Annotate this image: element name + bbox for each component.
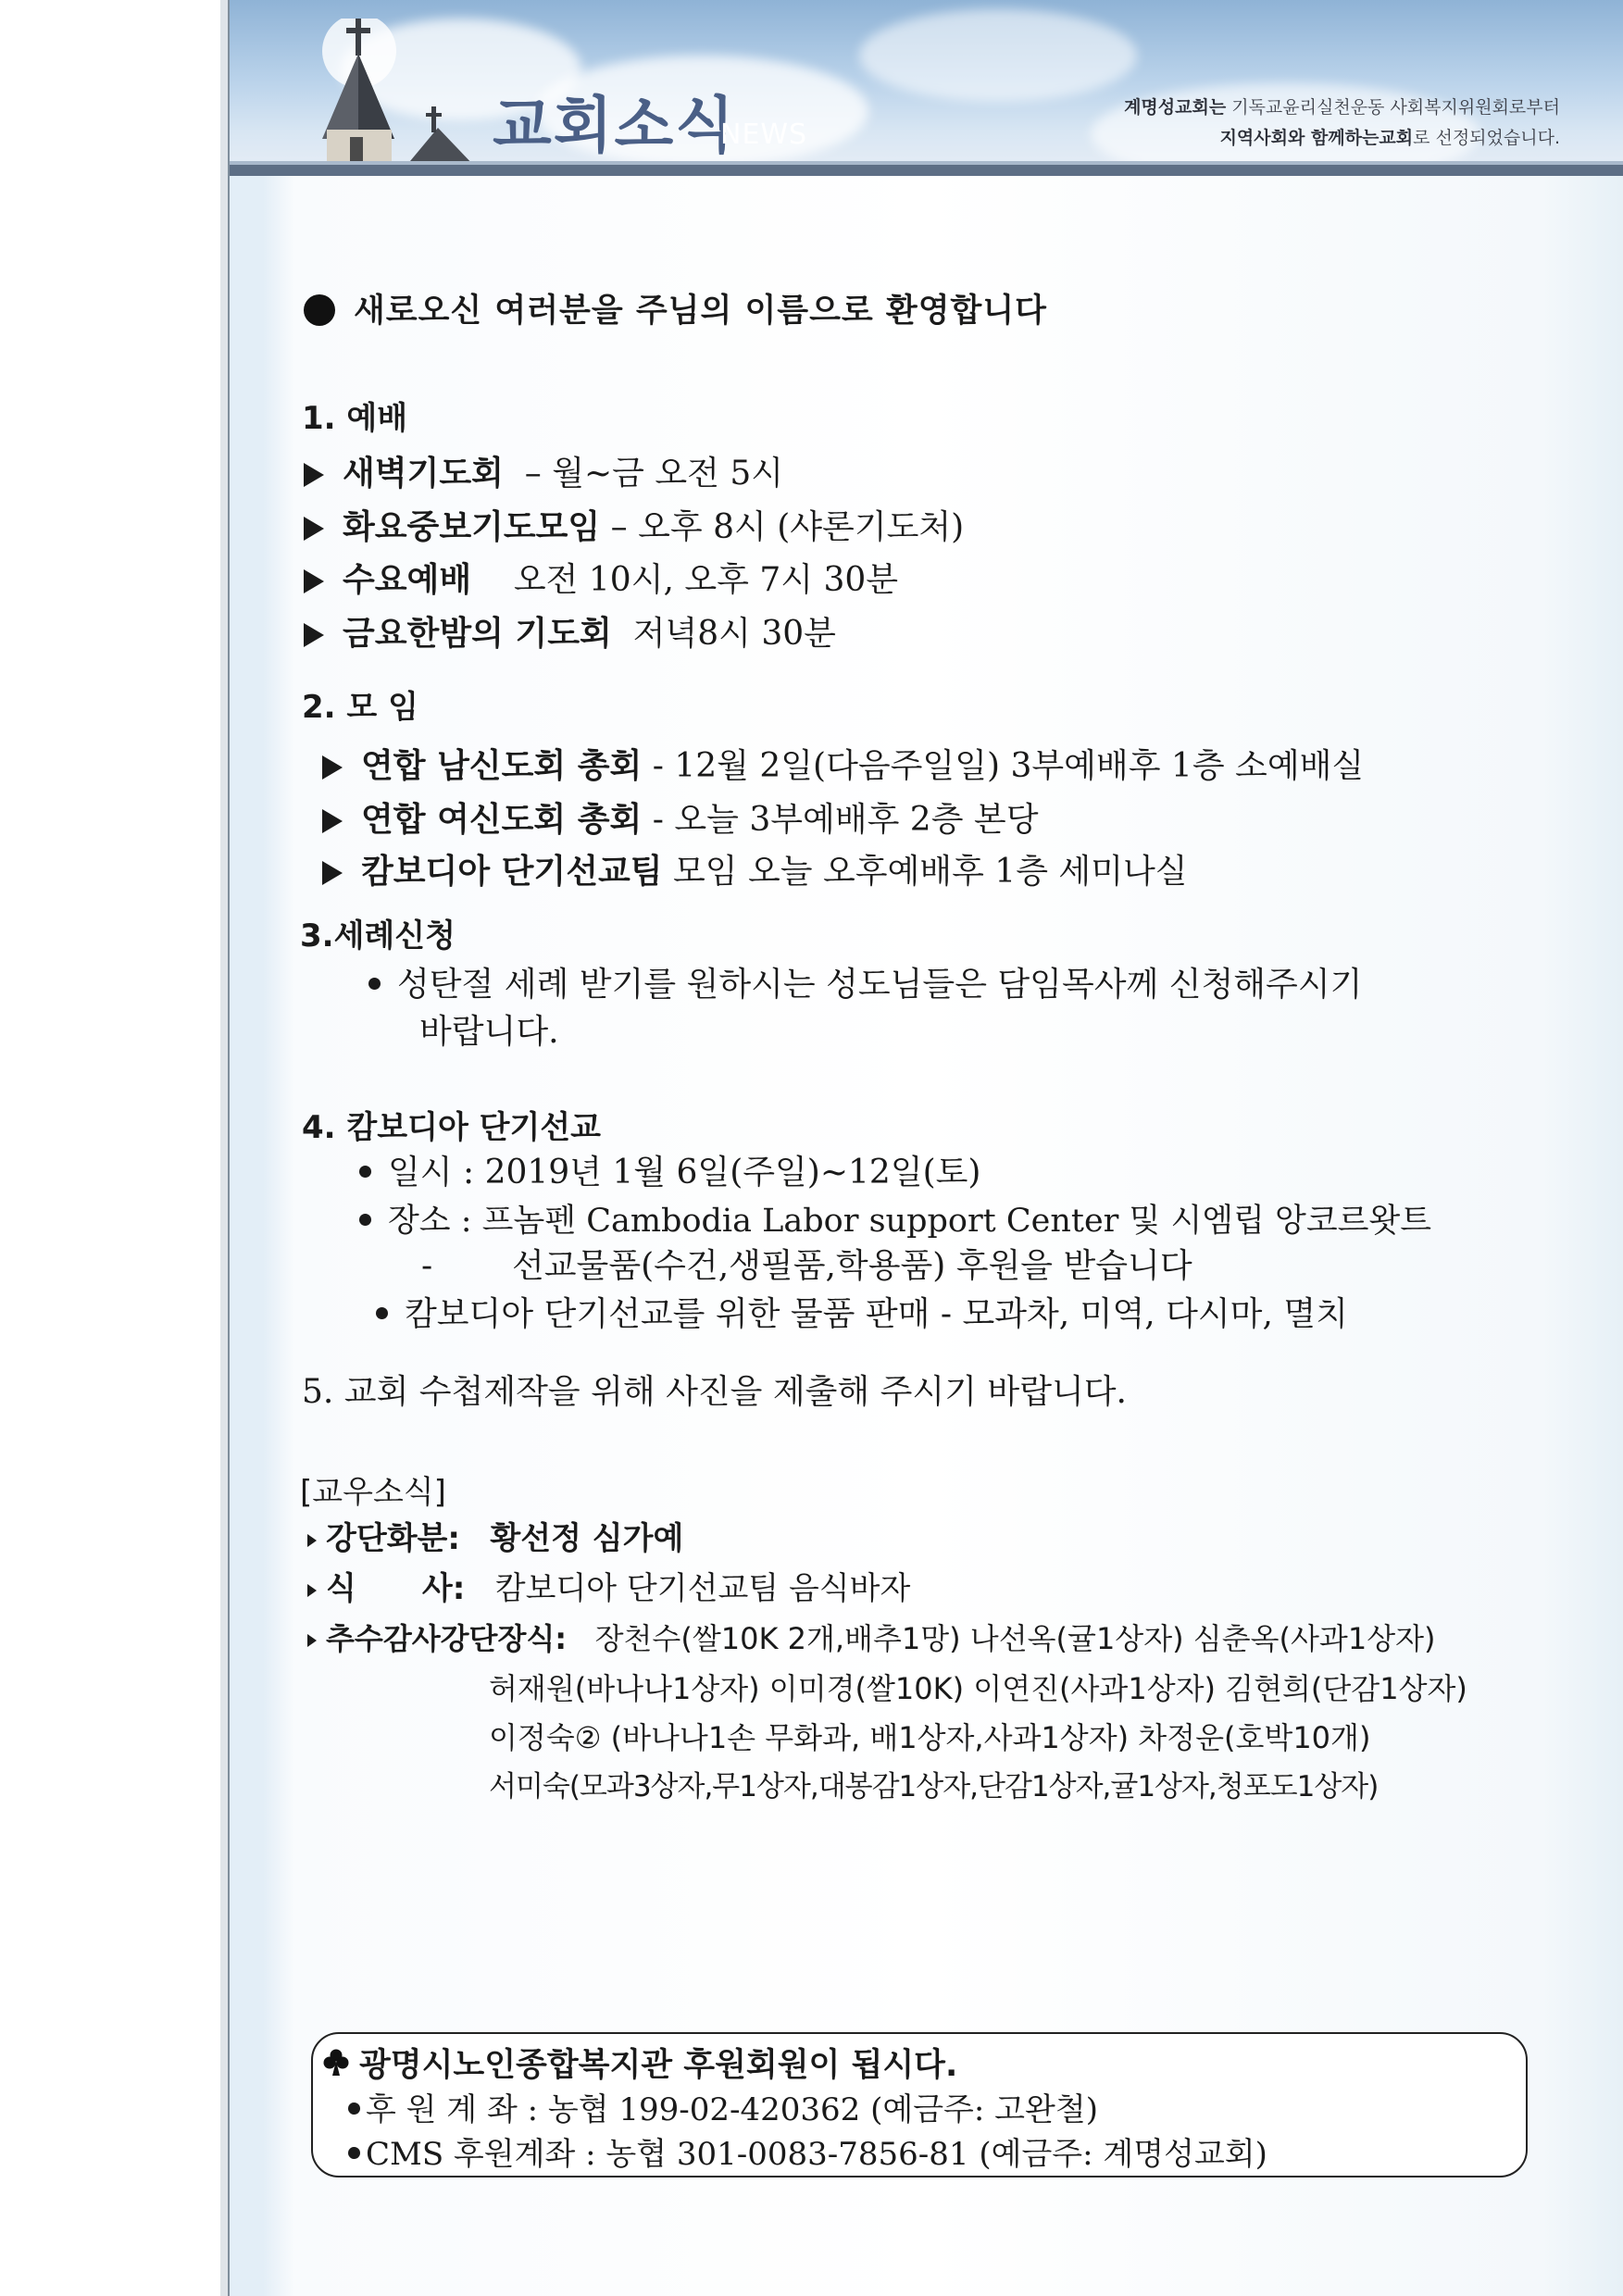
cambodia-donation: 선교물품(수건,생필품,학용품) 후원을 받습니다 xyxy=(512,1247,1192,1285)
meeting-item xyxy=(322,798,1038,842)
bulletin-page xyxy=(228,0,1623,2296)
thanks-line xyxy=(307,1616,1436,1661)
meal-line xyxy=(307,1566,910,1611)
support-title: 광명시노인종합복지관 후원회원이 됩시다. xyxy=(359,2047,958,2084)
item-value: - 12월 2일(다음주일일) 3부예배후 1층 소예배실 xyxy=(652,747,1365,785)
header-news-label: NEWS xyxy=(720,119,808,151)
note-text: 기독교윤리실천운동 사회복지위원회로부터 xyxy=(1226,97,1560,118)
thanks-line-4: 서미숙(모과3상자,무1상자,대봉감1상자,단감1상자,귤1상자,청포도1상자) xyxy=(489,1770,1379,1803)
triangle-bullet-icon xyxy=(304,517,324,541)
flower-line xyxy=(307,1516,683,1561)
thanks-line-3: 이정숙② (바나나1손 무화과, 배1상자,사과1상자) 차정운(호박10개) xyxy=(489,1720,1371,1755)
item-key: 새벽기도회 xyxy=(343,455,504,493)
account-text: CMS 후원계좌 : 농협 301-0083-7856-81 (예금주: 계명성교회) xyxy=(366,2136,1267,2173)
triangle-bullet-icon xyxy=(322,809,343,833)
place-text: 장소 : 프놈펜 Cambodia Labor support Center 및 시엠립 앙코르왓트 xyxy=(388,1203,1432,1240)
photo-request: 5. 교회 수첩제작을 위해 사진을 제출해 주시기 바랍니다. xyxy=(302,1373,1127,1411)
bullet-icon xyxy=(368,978,381,990)
worship-item xyxy=(304,505,964,550)
date-text: 일시 : 2019년 1월 6일(주일)~12일(토) xyxy=(388,1154,981,1192)
welcome-text: 새로오신 여러분을 주님의 이름으로 환영합니다 xyxy=(354,293,1047,330)
bullet-icon xyxy=(359,1166,371,1178)
thanks-line-2: 허재원(바나나1상자) 이미경(쌀10K) 이연진(사과1상자) 김현희(단감1상자) xyxy=(489,1671,1467,1706)
scan-edge xyxy=(220,0,228,2296)
item-value: 캄보디아 단기선교팀 음식바자 xyxy=(494,1570,911,1607)
item-value: - 오늘 3부예배후 2층 본당 xyxy=(652,801,1039,839)
bullet-icon xyxy=(376,1307,388,1319)
item-key: 연합 여신도회 총회 xyxy=(361,801,643,839)
triangle-bullet-icon xyxy=(322,755,343,780)
bullet-icon xyxy=(348,2147,360,2159)
support-box xyxy=(311,2032,1528,2177)
item-key: 수요예배 xyxy=(343,561,472,599)
baptism-heading: 3.세례신청 xyxy=(300,917,456,955)
baptism-text: 성탄절 세례 받기를 원하시는 성도님들은 담임목사께 신청해주시기 xyxy=(397,966,1363,1004)
church-name: 계명성교회는 xyxy=(1124,97,1227,118)
bullet-icon xyxy=(348,2103,360,2115)
item-value: 모임 오늘 오후예배후 1층 세미나실 xyxy=(672,853,1188,891)
support-account-2 xyxy=(348,2132,1267,2177)
triangle-bullet-icon xyxy=(304,569,324,593)
item-value: – 오후 8시 (샤론기도처) xyxy=(610,508,965,546)
sale-text: 캄보디아 단기선교를 위한 물품 판매 - 모과차, 미역, 다시마, 멸치 xyxy=(405,1295,1348,1333)
cambodia-date xyxy=(359,1151,980,1195)
bullet-icon xyxy=(359,1214,371,1226)
item-key: 금요한밤의 기도회 xyxy=(343,615,612,653)
item-key: 화요중보기도모임 xyxy=(343,508,601,546)
baptism-line xyxy=(368,963,1362,1007)
item-value: 황선정 심가예 xyxy=(490,1520,684,1557)
item-key: 추수감사강단장식: xyxy=(326,1621,568,1656)
meeting-item xyxy=(322,744,1364,789)
meeting-item xyxy=(322,850,1188,894)
bulletin-content xyxy=(230,0,1623,2296)
note-text-2: 로 선정되었습니다. xyxy=(1413,128,1560,148)
cambodia-heading: 4. 캄보디아 단기선교 xyxy=(302,1109,601,1146)
members-heading: [교우소식] xyxy=(300,1474,446,1511)
cambodia-place xyxy=(359,1199,1431,1243)
item-value: 오전 10시, 오후 7시 30분 xyxy=(513,561,899,599)
item-key: 캄보디아 단기선교팀 xyxy=(361,853,663,891)
support-account-1 xyxy=(348,2088,1098,2132)
award-name: 지역사회와 함께하는교회 xyxy=(1219,128,1414,148)
worship-item xyxy=(304,558,898,603)
support-title-line xyxy=(322,2043,957,2088)
bullet-icon xyxy=(304,294,335,326)
baptism-line-2: 바랍니다. xyxy=(419,1013,559,1051)
item-value: – 월~금 오전 5시 xyxy=(524,455,784,493)
cambodia-sale xyxy=(376,1292,1348,1337)
triangle-bullet-icon xyxy=(322,861,343,885)
item-key: 식 사: xyxy=(326,1570,466,1607)
triangle-bullet-icon xyxy=(304,623,324,647)
item-value: 저녁8시 30분 xyxy=(632,615,836,653)
worship-heading: 1. 예배 xyxy=(302,400,408,437)
triangle-bullet-icon xyxy=(307,1584,317,1597)
triangle-bullet-icon xyxy=(304,463,324,487)
meeting-heading: 2. 모 임 xyxy=(302,689,418,726)
account-text: 후 원 계 좌 : 농협 199-02-420362 (예금주: 고완철) xyxy=(366,2091,1098,2128)
cambodia-donation-dash: - xyxy=(421,1247,433,1285)
worship-item xyxy=(304,452,783,496)
triangle-bullet-icon xyxy=(307,1634,317,1647)
item-key: 강단화분: xyxy=(326,1520,460,1557)
item-value: 장천수(쌀10K 2개,배추1망) 나선옥(귤1상자) 심춘옥(사과1상자) xyxy=(594,1621,1436,1656)
worship-item xyxy=(304,612,836,656)
header-title: 교회소식 xyxy=(493,90,737,161)
item-key: 연합 남신도회 총회 xyxy=(361,747,643,785)
club-suit-icon xyxy=(322,2048,350,2076)
welcome-line xyxy=(304,289,1047,333)
triangle-bullet-icon xyxy=(307,1534,317,1547)
